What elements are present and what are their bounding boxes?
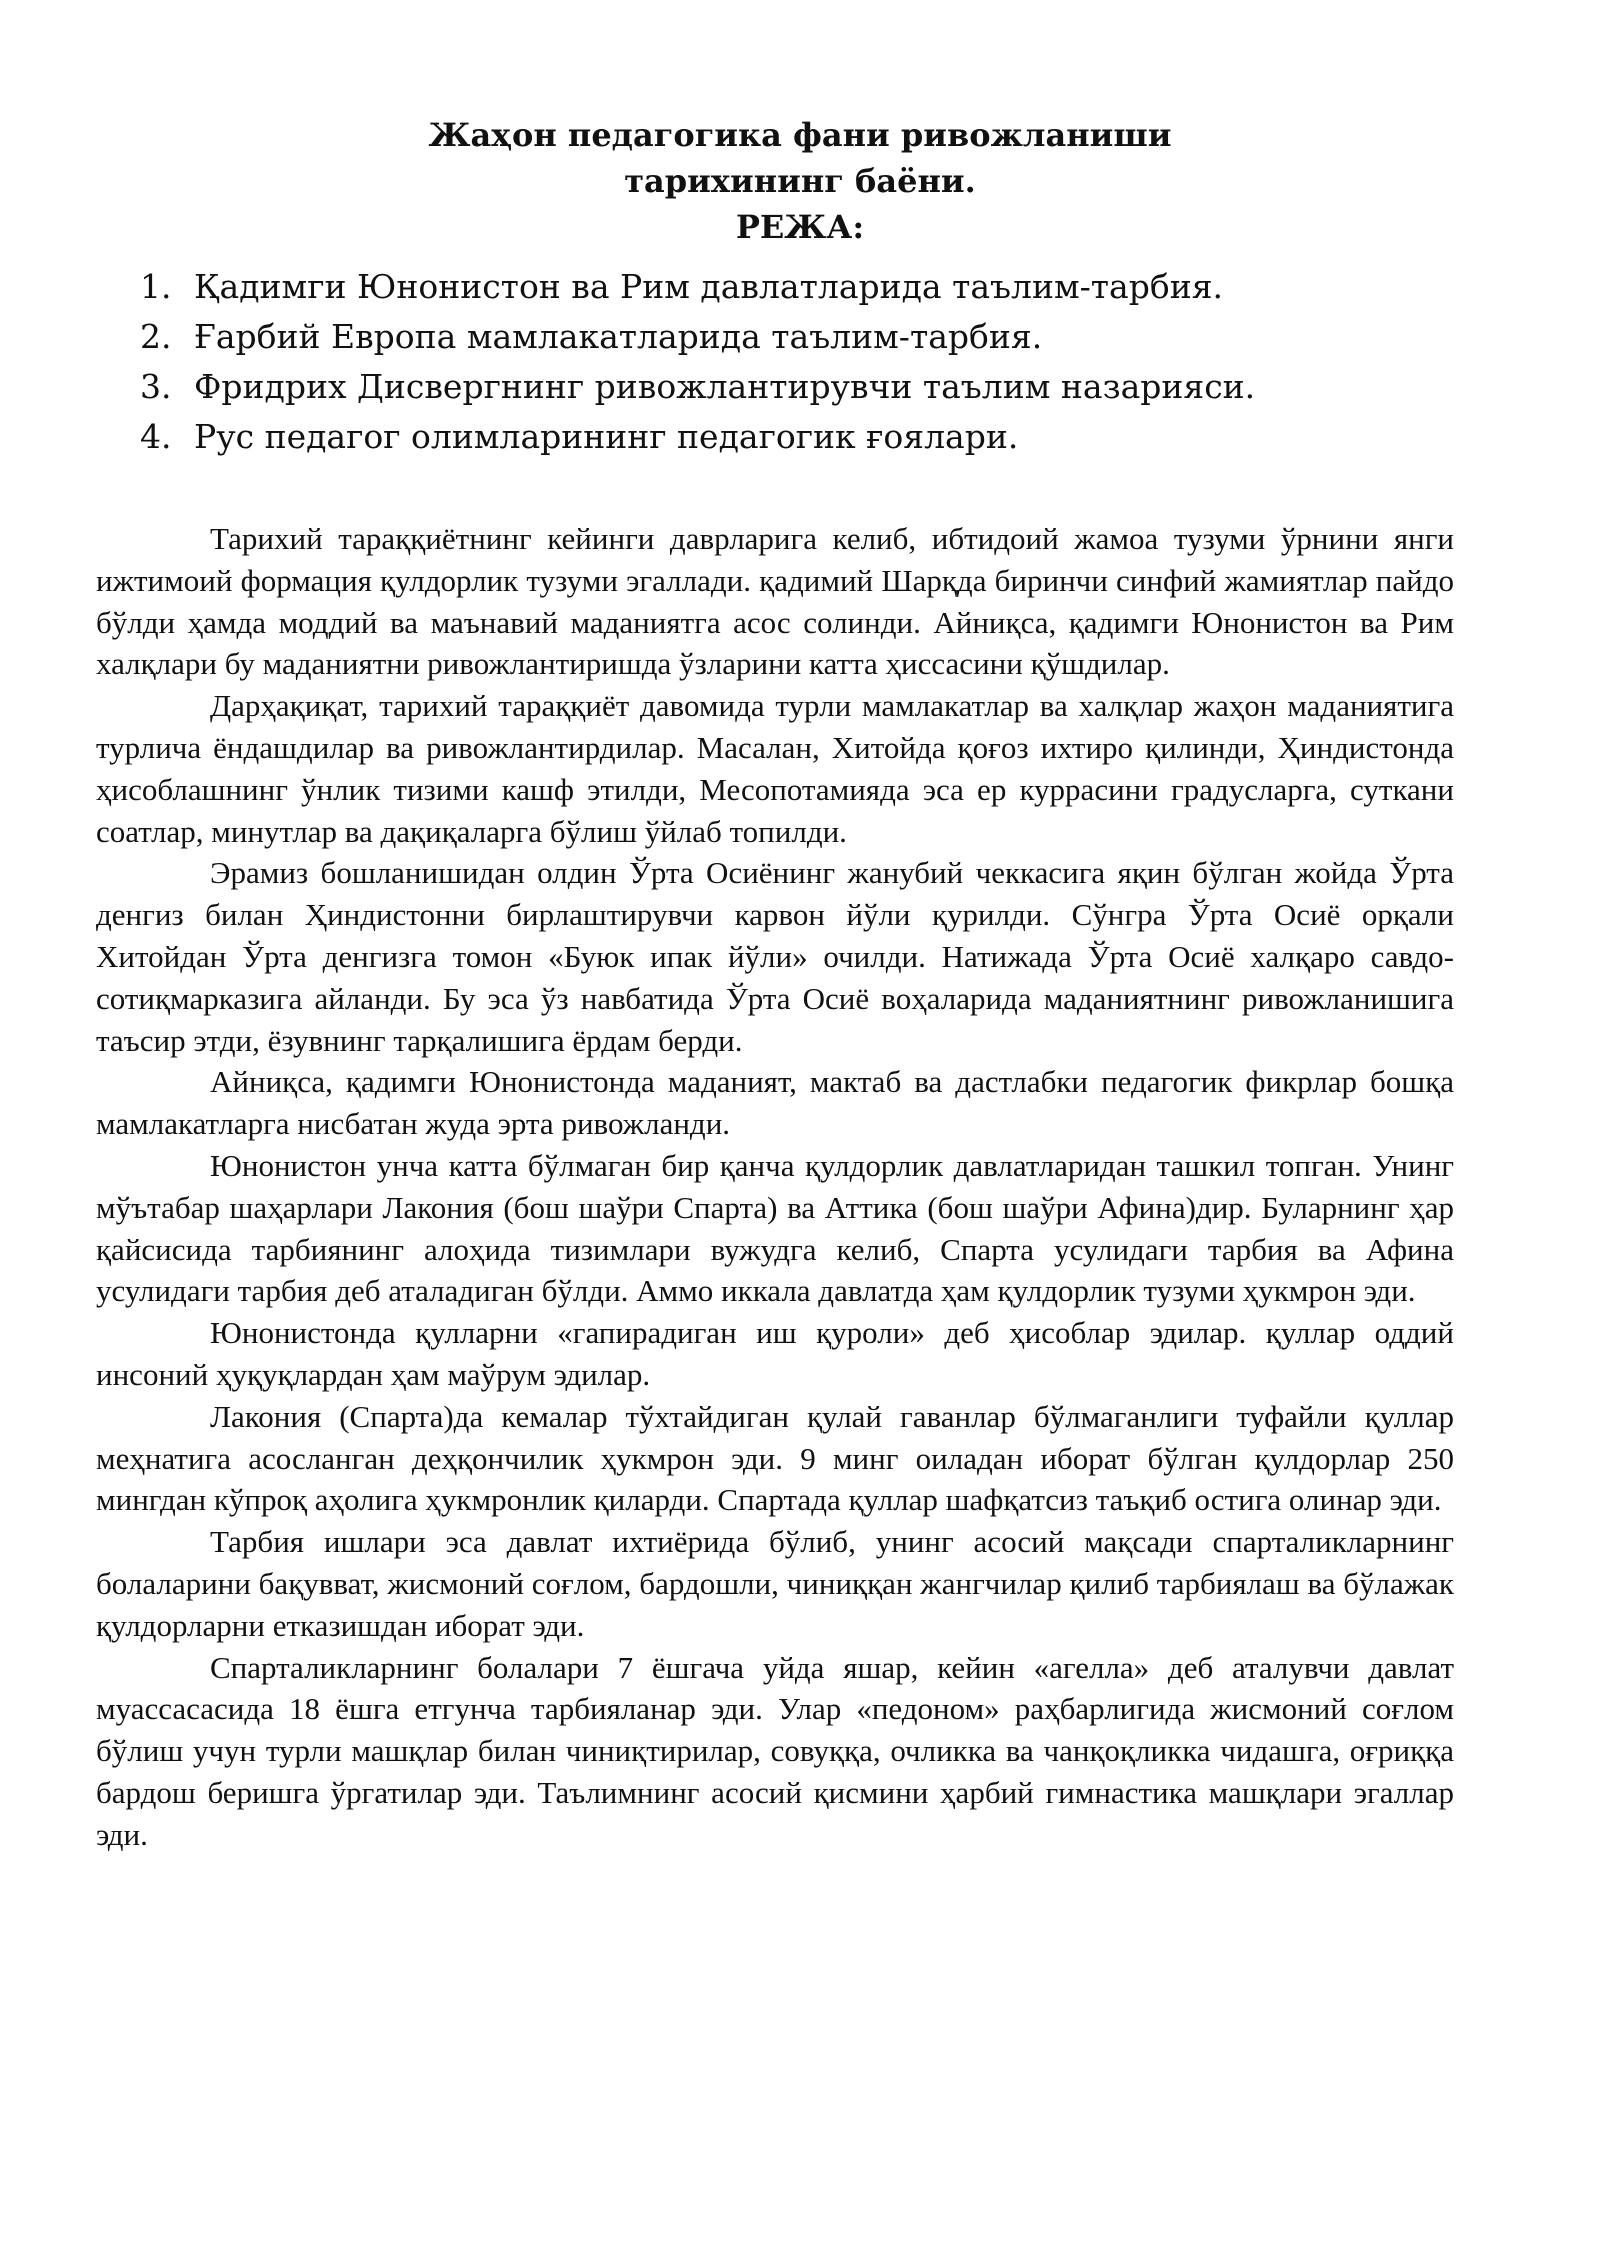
plan-item bbox=[140, 262, 1480, 312]
document-title-line-1: Жаҳон педагогика фани ривожланиши bbox=[428, 116, 1172, 154]
body-text bbox=[96, 518, 1454, 1856]
body-paragraph: Эрамиз бошланишидан олдин Ўрта Осиёнинг жанубий чеккасига яқин бўлган жойда Ўрта денгиз билан Ҳиндистонни бирлаштирувчи карвон йўли қурилди. Сўнгра Ўрта Осиё орқали Хитойдан Ўрта денгизга томон «Буюк ипак йўли» очилди. Натижада Ўрта Осиё халқаро савдо-сотиқмарказига айланди. Бу эса ўз навбатида Ўрта Осиё воҳаларида маданиятнинг ривожланишига таъсир этди, ёзувнинг тарқалишига ёрдам берди. bbox=[96, 855, 1454, 1058]
plan-item-text: Ғарбий Европа мамлакатларида таълим-тарбия. bbox=[194, 317, 1043, 356]
plan-item-number: 2. bbox=[140, 317, 172, 356]
plan-item-text: Рус педагог олимларининг педагогик ғоялари. bbox=[194, 417, 1019, 456]
plan-item-number: 1. bbox=[140, 267, 172, 306]
body-paragraph: Тарбия ишлари эса давлат ихтиёрида бўлиб, унинг асосий мақсади спарталикларнинг болаларини бақувват, жисмоний соғлом, бардошли, чиниққан жангчилар қилиб тарбиялаш ва бўлажак қулдорларни етказишдан иборат эди. bbox=[96, 1524, 1454, 1643]
plan-list bbox=[140, 262, 1480, 462]
plan-heading: РЕЖА: bbox=[735, 208, 865, 246]
plan-item bbox=[140, 362, 1480, 412]
title-block bbox=[0, 112, 1600, 250]
body-paragraph: Дарҳақиқат, тарихий тараққиёт давомида турли мамлакатлар ва халқлар жаҳон маданиятига турлича ёндашдилар ва ривожлантирдилар. Масалан, Хитойда қоғоз ихтиро қилинди, Ҳиндистонда ҳисоблашнинг ўнлик тизими кашф этилди, Месопотамияда эса ер куррасини градусларга, суткани соатлар, минутлар ва дақиқаларга бўлиш ўйлаб топилди. bbox=[96, 688, 1454, 849]
body-paragraph: Лакония (Спарта)да кемалар тўхтайдиган қулай гаванлар бўлмаганлиги туфайли қуллар меҳнатига асосланган деҳқончилик ҳукмрон эди. 9 минг оиладан иборат бўлган қулдорлар 250 мингдан кўпроқ аҳолига ҳукмронлик қиларди. Спартада қуллар шафқатсиз таъқиб остига олинар эди. bbox=[96, 1398, 1454, 1518]
body-paragraph: Юнонистон унча катта бўлмаган бир қанча қулдорлик давлатларидан ташкил топган. Унинг мўътабар шаҳарлари Лакония (бош шаўри Спарта) ва Аттика (бош шаўри Афина)дир. Буларнинг ҳар қайсисида тарбиянинг алоҳида тизимлари вужудга келиб, Спарта усулидаги тарбия ва Афина усулидаги тарбия деб аталадиган бўлди. Аммо иккала давлатда ҳам қулдорлик тузуми ҳукмрон эди. bbox=[96, 1147, 1454, 1309]
plan-item-text: Фридрих Дисвергнинг ривожлантирувчи таълим назарияси. bbox=[194, 367, 1256, 406]
plan-item-number: 4. bbox=[140, 417, 172, 456]
body-paragraph: Спарталикларнинг болалари 7 ёшгача уйда яшар, кейин «агелла» деб аталувчи давлат муассасасида 18 ёшга етгунча тарбияланар эди. Улар «педоном» раҳбарлигида жисмоний соғлом бўлиш учун турли машқлар билан чиниқтирилар, совуққа, очликка ва чанқоқликка чидашга, оғриққа бардош беришга ўргатилар эди. Таълимнинг асосий қисмини ҳарбий гимнастика машқлари эгаллар эди. bbox=[96, 1649, 1454, 1852]
body-paragraph: Тарихий тараққиётнинг кейинги даврларига келиб, ибтидоий жамоа тузуми ўрнини янги ижтимоий формация қулдорлик тузуми эгаллади. қадимий Шарқда биринчи синфий жамиятлар пайдо бўлди ҳамда моддий ва маънавий маданиятга асос солинди. Айниқса, қадимги Юнонистон ва Рим халқлари бу маданиятни ривожлантиришда ўзларини катта ҳиссасини қўшдилар. bbox=[96, 521, 1454, 682]
body-paragraph: Айниқса, қадимги Юнонистонда маданият, мактаб ва дастлабки педагогик фикрлар бошқа мамлакатларга нисбатан жуда эрта ривожланди. bbox=[96, 1064, 1454, 1142]
document-title-line-2: тарихининг баёни. bbox=[624, 162, 976, 200]
body-paragraph: Юнонистонда қулларни «гапирадиган иш қуроли» деб ҳисоблар эдилар. қуллар оддий инсоний ҳуқуқлардан ҳам маўрум эдилар. bbox=[96, 1315, 1454, 1392]
plan-item bbox=[140, 312, 1480, 362]
plan-item bbox=[140, 412, 1480, 462]
plan-item-number: 3. bbox=[140, 367, 172, 406]
plan-item-text: Қадимги Юнонистон ва Рим давлатларида таълим-тарбия. bbox=[194, 267, 1224, 306]
